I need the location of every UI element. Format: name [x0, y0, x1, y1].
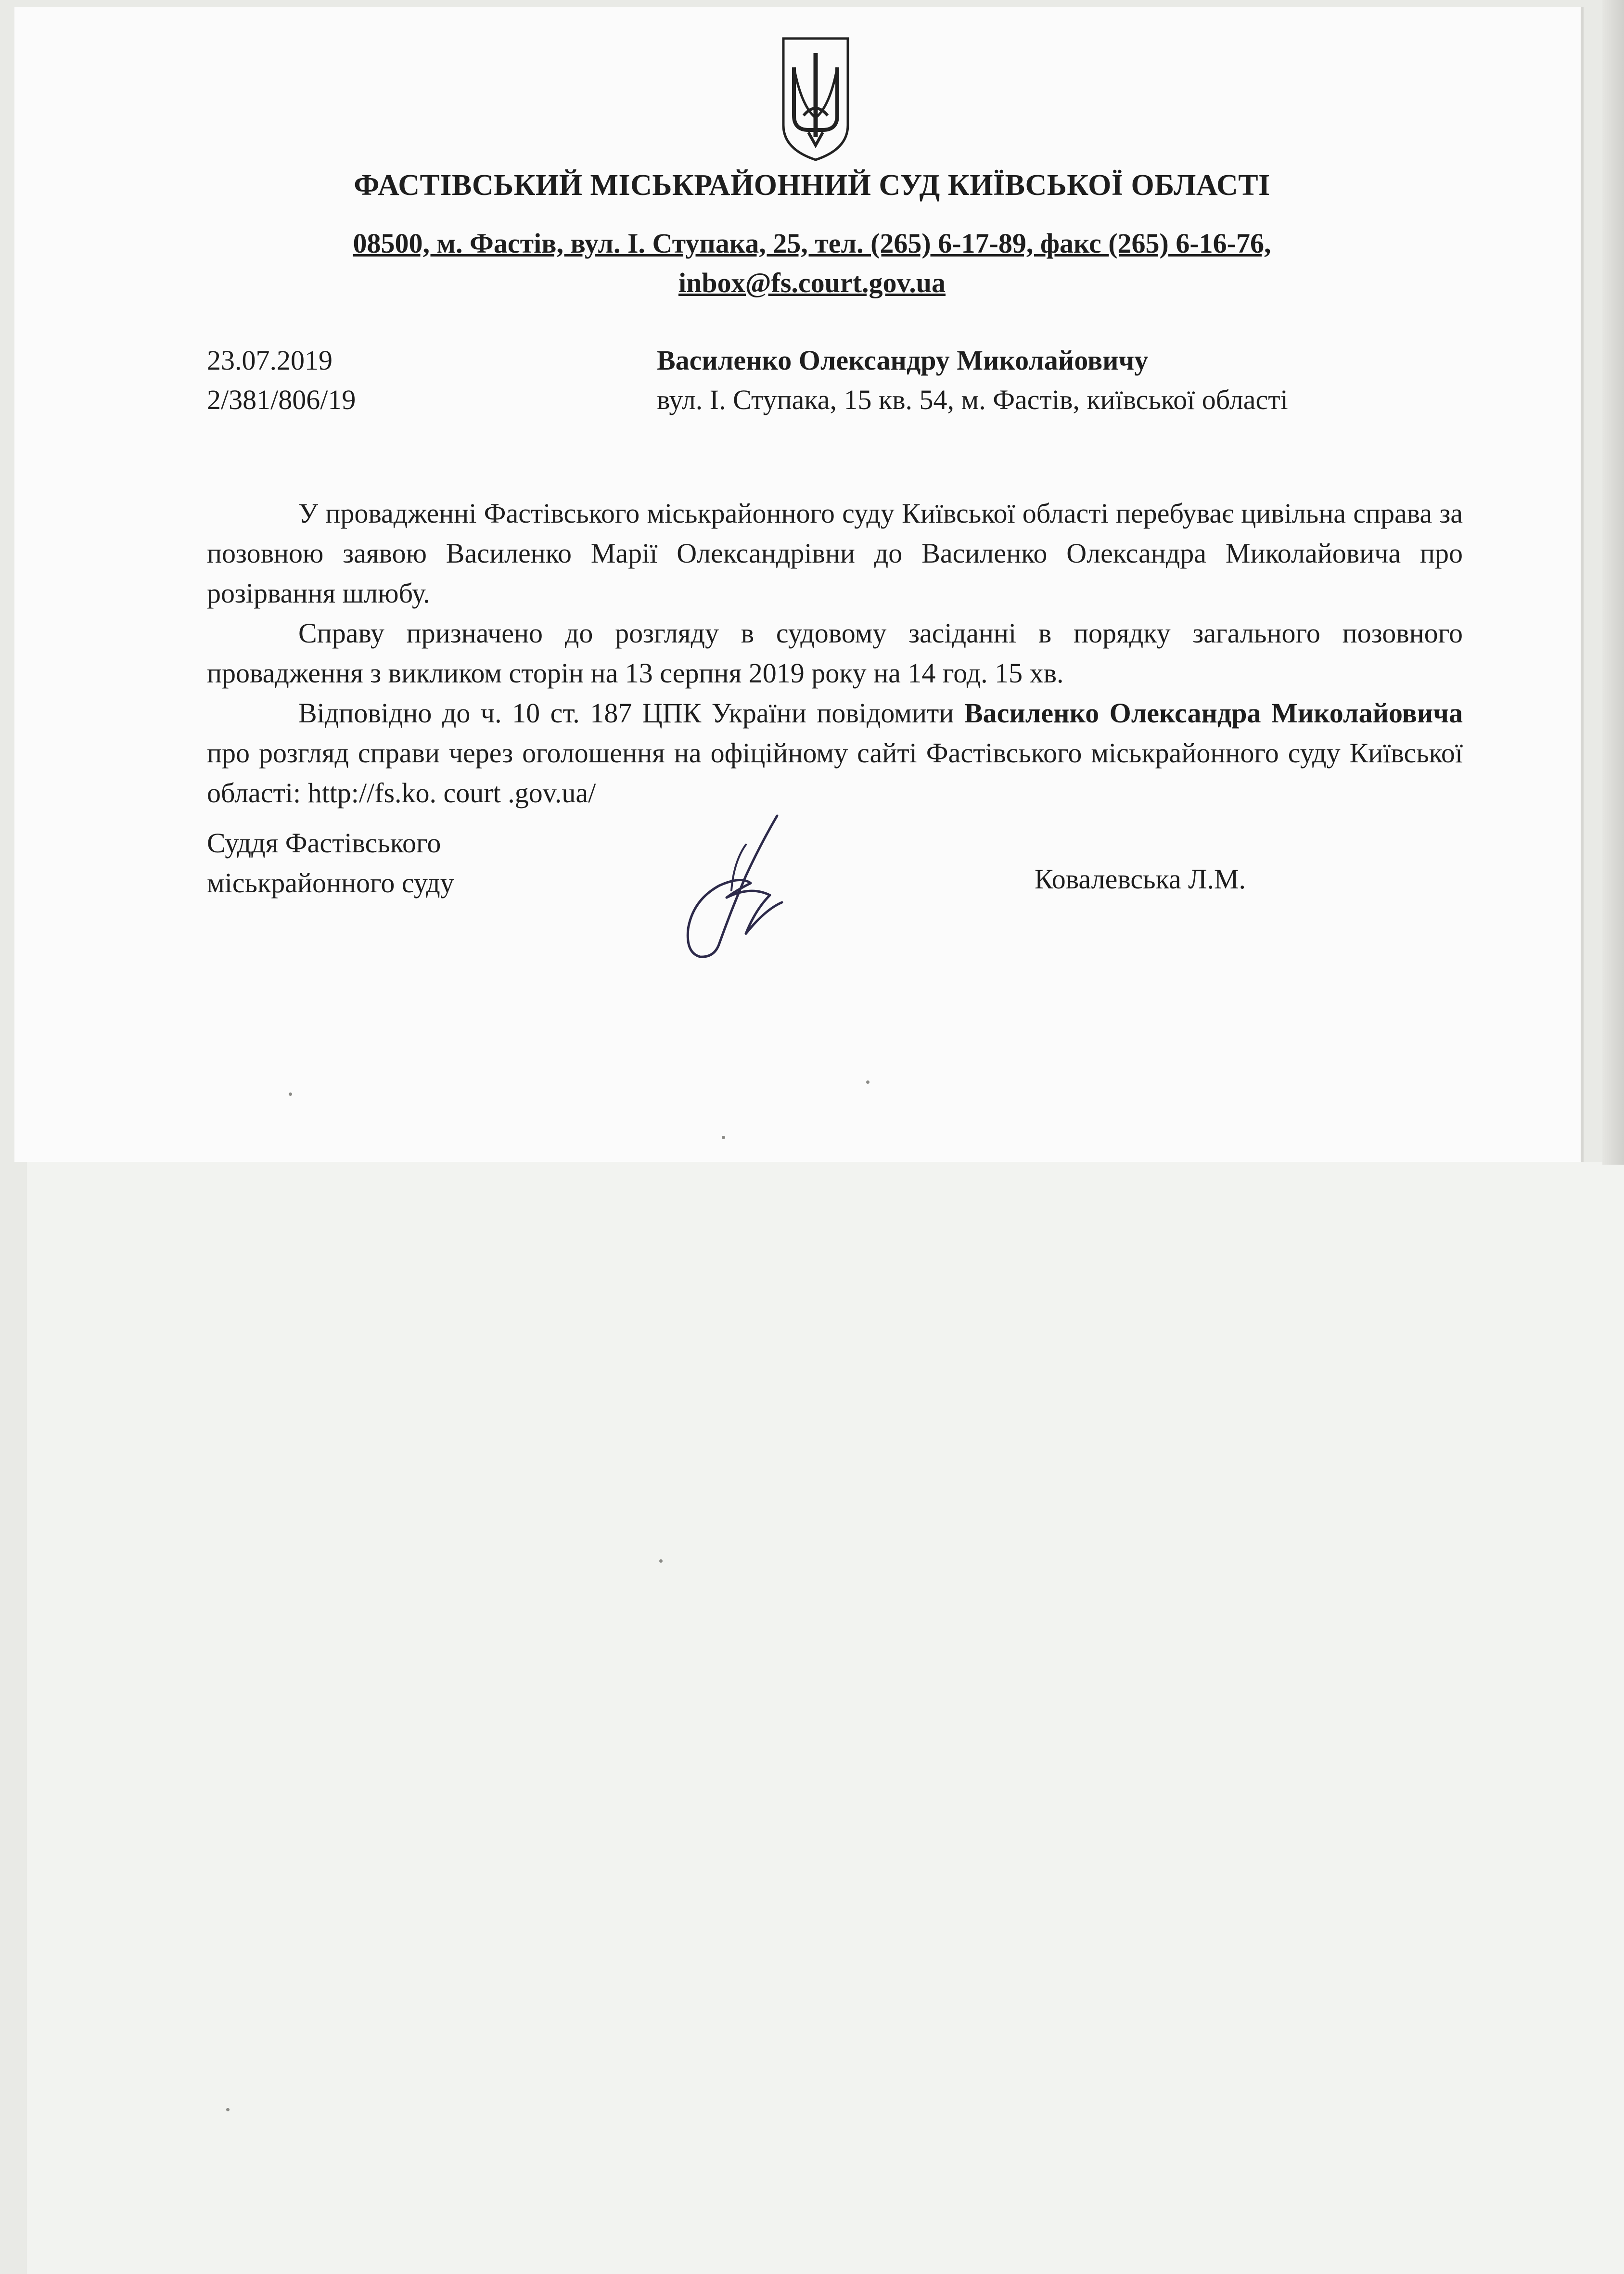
scan-speck [226, 2108, 230, 2111]
paragraph-text: про розгляд справи через оголошення на офіційному сайті Фастівського міськрайонного суду Київської області: http://fs.ko. court .gov.ua/ [207, 737, 1463, 809]
addressee-name: Василенко Олександру Миколайовичу [657, 345, 1149, 376]
body-paragraph [207, 693, 1463, 813]
scan-lower-sheet [27, 1162, 1624, 2274]
scan-speck [866, 1080, 870, 1084]
court-address-line: 08500, м. Фастів, вул. І. Ступака, 25, тел. (265) 6-17-89, факс (265) 6-16-76, [353, 228, 1271, 259]
signer-title-line: міськрайонного суду [207, 867, 454, 899]
body-paragraph: Справу призначено до розгляду в судовому засіданні в порядку загального позовного провадження з викликом сторін на 13 серпня 2019 року на 14 год. 15 хв. [207, 617, 1463, 689]
addressee-address: вул. І. Ступака, 15 кв. 54, м. Фастів, київської області [657, 384, 1288, 415]
scan-speck [659, 1559, 663, 1563]
paragraph-text: Відповідно до ч. 10 ст. 187 ЦПК України повідомити [298, 697, 964, 729]
document-date: 23.07.2019 [207, 345, 332, 376]
defendant-name: Василенко Олександра Миколайовича [964, 697, 1463, 729]
scan-speck [289, 1092, 292, 1096]
handwritten-signature [674, 799, 799, 967]
scan-speck [722, 1136, 725, 1139]
body-paragraph: У провадженні Фастівського міськрайонного суду Київської області перебуває цивільна справа за позовною заявою Василенко Марії Олександрівни до Василенко Олександра Миколайовича про розірвання шлюбу. [207, 498, 1463, 609]
court-email: inbox@fs.court.gov.ua [678, 267, 946, 298]
signer-name: Ковалевська Л.М. [1035, 863, 1246, 895]
signer-title-line: Суддя Фастівського [207, 827, 441, 859]
coat-of-arms-tryzub-icon [780, 34, 852, 164]
letter-body [207, 493, 1463, 813]
court-name: ФАСТІВСЬКИЙ МІСЬКРАЙОННИЙ СУД КИЇВСЬКОЇ ОБЛАСТІ [354, 169, 1270, 202]
court-address [0, 224, 1624, 303]
signer-title [207, 823, 454, 903]
case-number: 2/381/806/19 [207, 384, 356, 415]
